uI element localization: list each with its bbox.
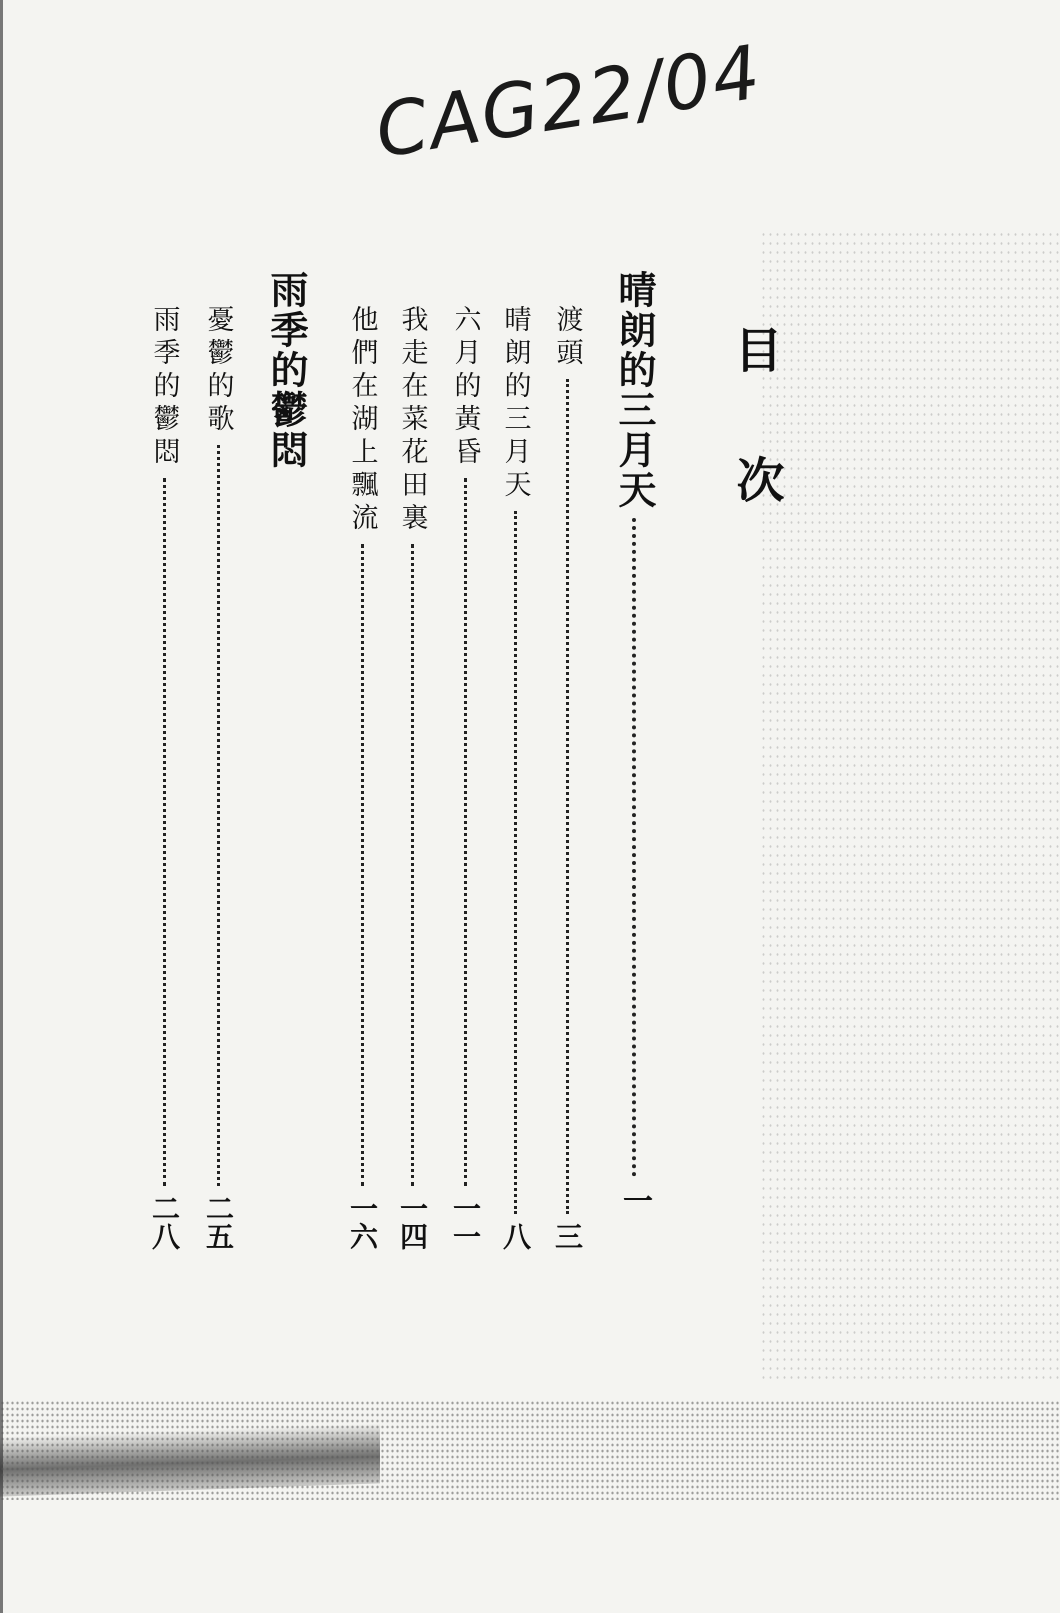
toc-page-number: 二五 [202, 1194, 235, 1250]
toc-entry-title: 憂鬱的歌 [202, 305, 234, 437]
toc-leader-dots [361, 544, 364, 1186]
toc-leader-dots [411, 544, 414, 1186]
toc-leader-dots [514, 511, 517, 1214]
scan-noise-bottom [0, 1400, 1060, 1500]
toc-entry-title: 六月的黃昏 [449, 305, 481, 470]
toc-page-number: 一一 [449, 1194, 482, 1250]
toc-title-char-1: 目 [726, 325, 782, 373]
toc-section-title: 晴朗的三月天 [612, 270, 657, 510]
toc-leader-dots [632, 518, 636, 1177]
toc-entry [142, 305, 186, 1250]
toc-leader-dots [464, 478, 467, 1186]
toc-entry [493, 305, 537, 1250]
toc-title-char-2: 次 [728, 455, 784, 503]
toc-leader-dots [566, 379, 569, 1214]
toc-leader-dots [217, 445, 220, 1186]
toc-entry [340, 305, 384, 1250]
toc-section [612, 270, 656, 1215]
toc-page-number: 八 [499, 1222, 532, 1250]
toc-entry [390, 305, 434, 1250]
handwritten-call-number: CAG22/04 [370, 29, 768, 175]
toc-section-title: 雨季的鬱悶 [264, 270, 309, 470]
toc-page-number: 一 [617, 1185, 652, 1215]
toc-entry [196, 305, 240, 1250]
toc-leader-dots [163, 478, 166, 1186]
scan-noise [760, 230, 1060, 1380]
toc-entry-title: 渡頭 [551, 305, 583, 371]
toc-entry-title: 他們在湖上飄流 [346, 305, 378, 536]
toc-entry-title: 晴朗的三月天 [499, 305, 531, 503]
toc-entry-title: 雨季的鬱悶 [148, 305, 180, 470]
scan-edge [0, 0, 3, 1613]
toc-page-number: 一六 [346, 1194, 379, 1250]
toc-page-number: 一四 [396, 1194, 429, 1250]
toc-entry [545, 305, 589, 1250]
toc-page-number: 二八 [148, 1194, 181, 1250]
toc-page-number: 三 [551, 1222, 584, 1250]
toc-entry-title: 我走在菜花田裏 [396, 305, 428, 536]
toc-entry [443, 305, 487, 1250]
toc-section [264, 270, 308, 510]
